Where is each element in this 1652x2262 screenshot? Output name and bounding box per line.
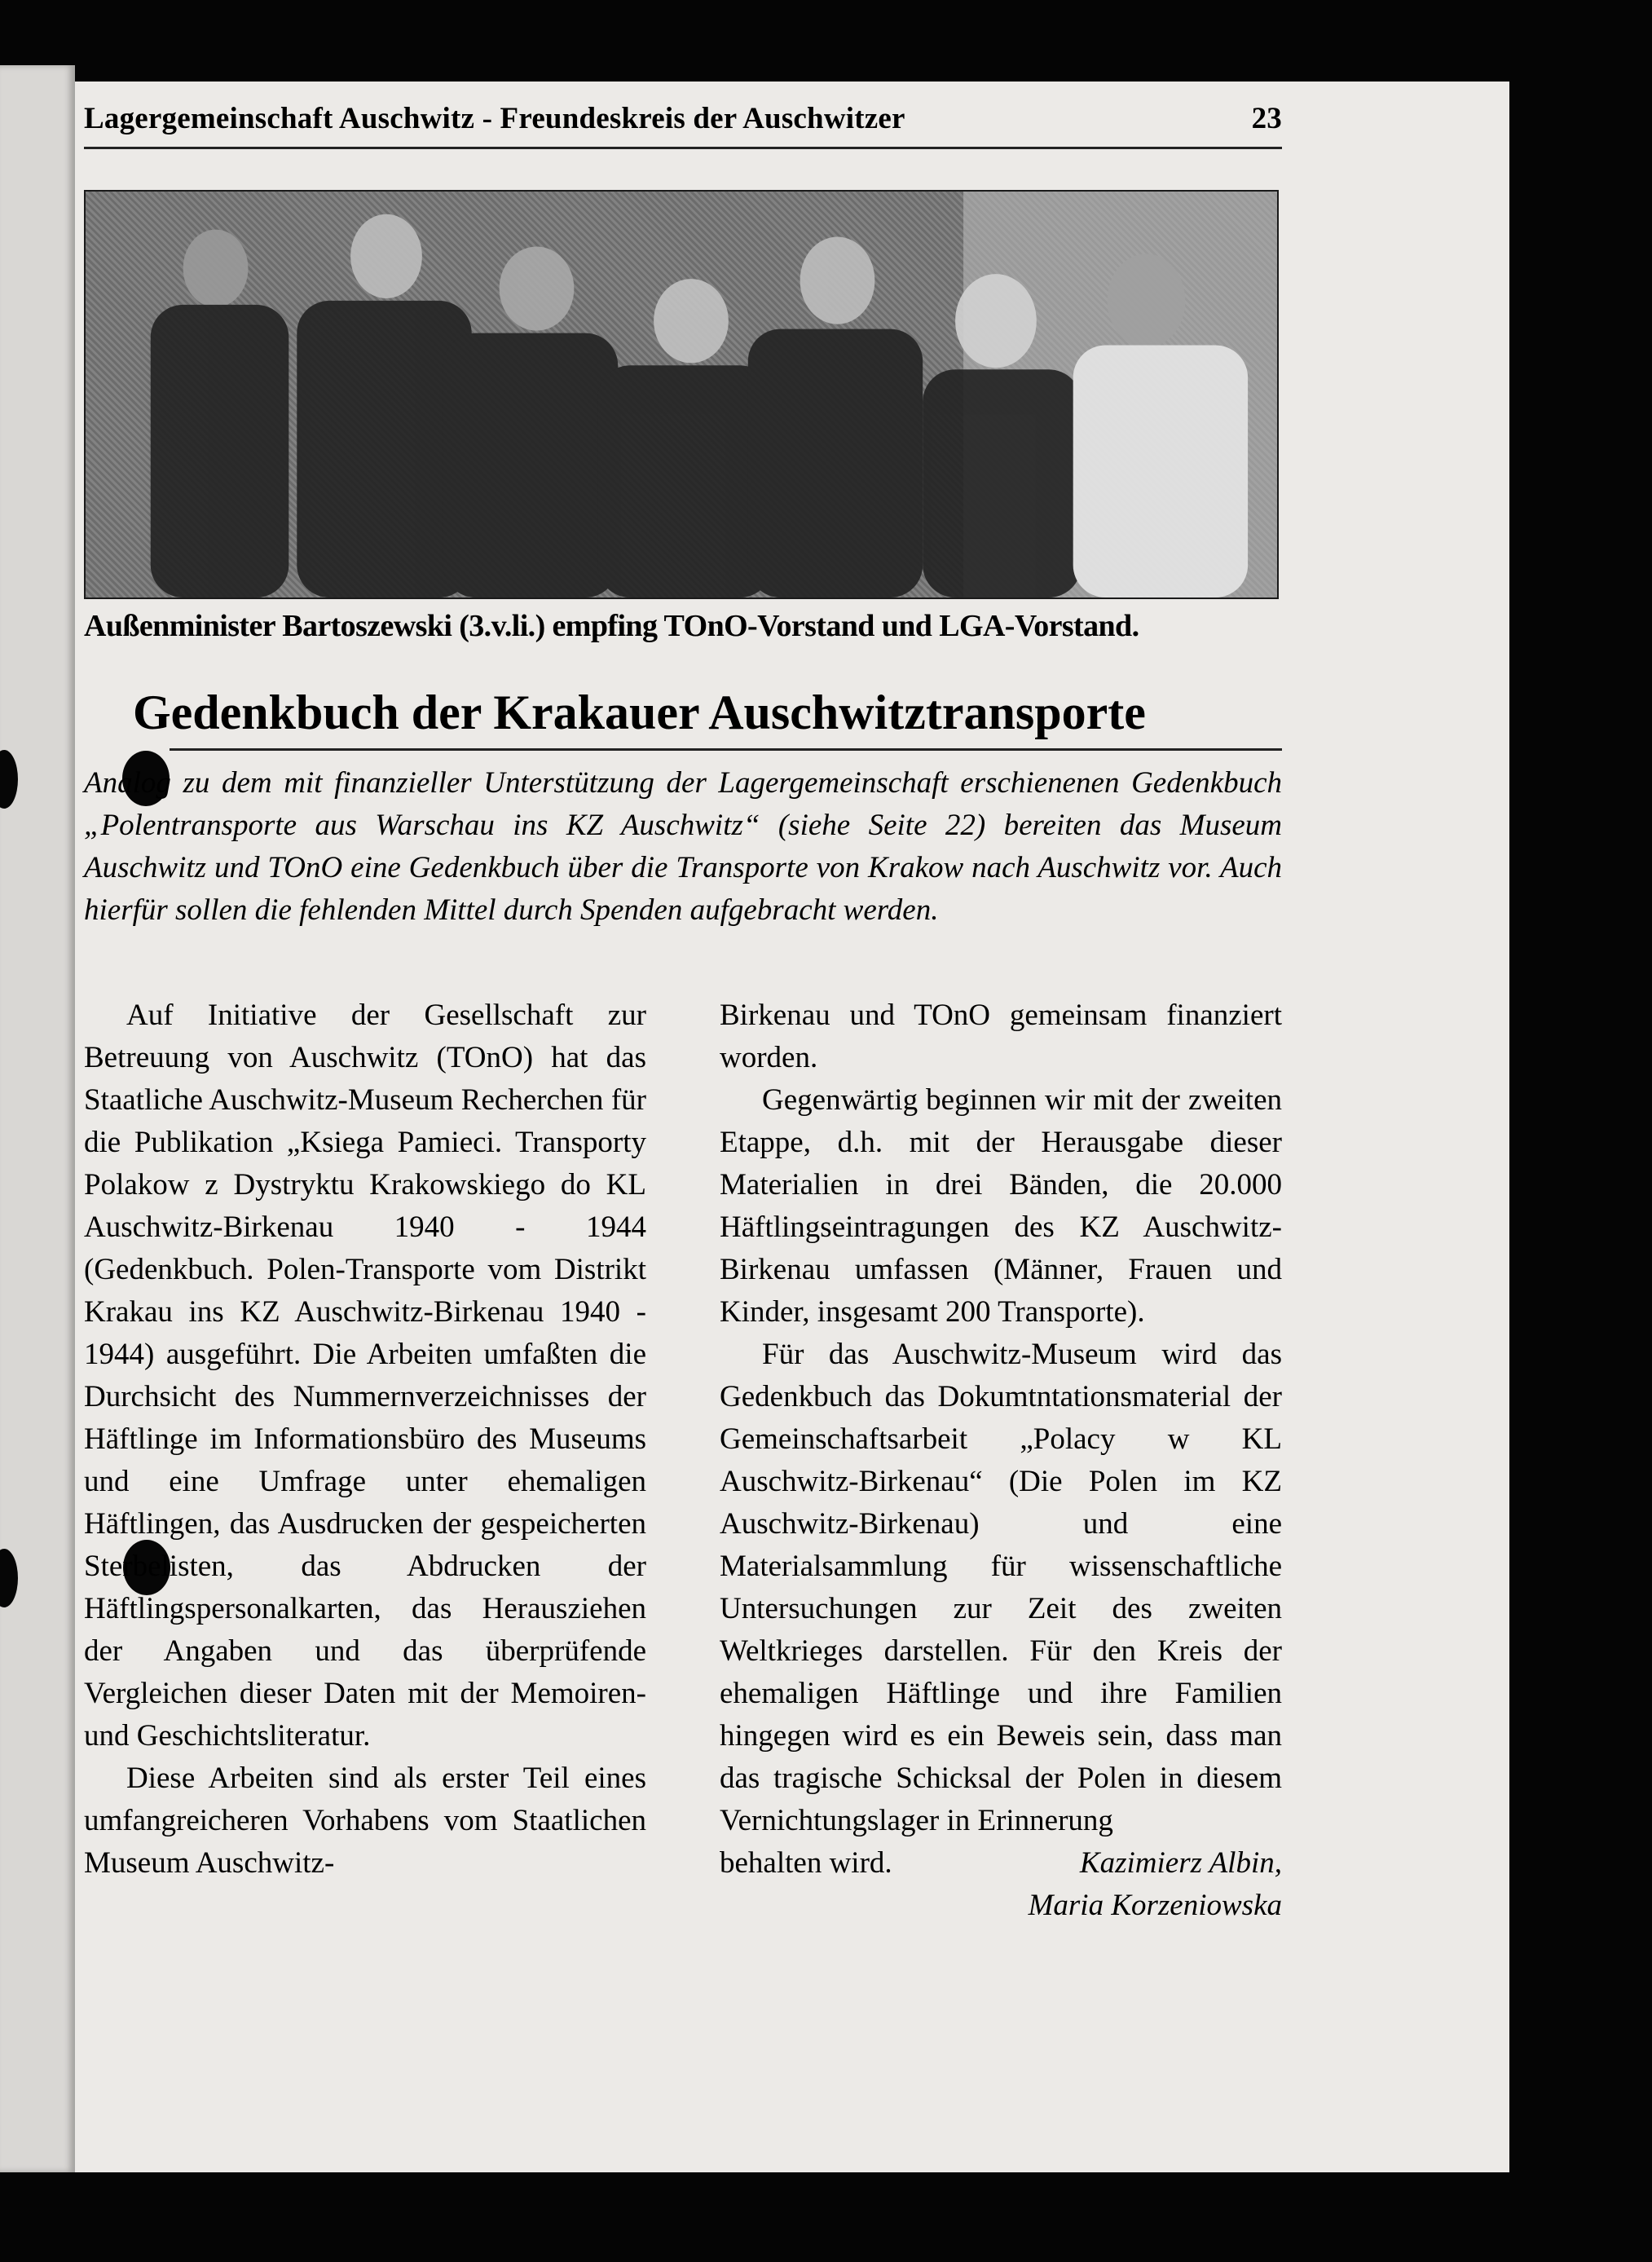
- photo-caption: Außenminister Bartoszewski (3.v.li.) empfing TOnO-Vorstand und LGA-Vorstand.: [84, 609, 1139, 643]
- article-column-left: [84, 994, 646, 1885]
- author-1: Kazimierz Albin,: [1079, 1846, 1282, 1880]
- running-header: [84, 101, 1282, 136]
- closing-text: behalten wird.: [720, 1846, 892, 1880]
- closing-line: [720, 1842, 1282, 1885]
- caption-rule: [170, 748, 1282, 751]
- author-2: Maria Korzeniowska: [1028, 1889, 1282, 1922]
- header-title: Lagergemeinschaft Auschwitz - Freundeskreis der Auschwitzer: [84, 102, 905, 135]
- paragraph: Auf Initiative der Gesellschaft zur Betreuung von Auschwitz (TOnO) hat das Staatliche Auschwitz-Museum Recherchen für die Publikation „Ksiega Pamieci. Transporty Polakow z Dystryktu Krakowskiego do KL Auschwitz-Birkenau 1940 - 1944 (Gedenkbuch. Polen-Transporte vom Distrikt Krakau ins KZ Auschwitz-Birkenau 1940 - 1944) ausgeführt. Die Arbeiten umfaßten die Durchsicht des Nummernverzeichnisses der Häftlinge im Informationsbüro des Museums und eine Umfrage unter ehemaligen Häftlingen, das Ausdrucken der gespeicherten Sterbelisten, das Abdrucken der Häftlingspersonalkarten, das Herausziehen der Angaben und das überprüfende Vergleichen dieser Daten mit der Memoiren- und Geschichtsliteratur.: [84, 999, 646, 1753]
- paragraph: Gegenwärtig beginnen wir mit der zweiten Etappe, d.h. mit der Herausgabe dieser Materialien in drei Bänden, die 20.000 Häftlingseintragungen des KZ Auschwitz-Birkenau umfassen (Männer, Frauen und Kinder, insgesamt 200 Transporte).: [720, 1083, 1282, 1329]
- page-number: 23: [1251, 102, 1282, 135]
- group-photo-image: [86, 192, 1277, 597]
- group-photo: [84, 190, 1279, 599]
- header-rule: [84, 147, 1282, 149]
- paragraph: Für das Auschwitz-Museum wird das Gedenkbuch das Dokumtntationsmaterial der Gemeinschaftsarbeit „Polacy w KL Auschwitz-Birkenau“ (Die Polen im KZ Auschwitz-Birkenau) und eine Materialsammlung für wissenschaftliche Untersuchungen zur Zeit des zweiten Weltkrieges darstellen. Für den Kreis der ehemaligen Häftlinge und ihre Familien hingegen wird es ein Beweis sein, dass man das tragische Schicksal der Polen in diesem Vernichtungslager in Erinnerung: [720, 1338, 1282, 1837]
- article-title: Gedenkbuch der Krakauer Auschwitztransporte: [133, 686, 1146, 739]
- paragraph: Birkenau und TOnO gemeinsam finanziert worden.: [720, 999, 1282, 1074]
- binder-edge: [0, 65, 75, 2172]
- article-lead: Analog zu dem mit finanzieller Unterstützung der Lagergemeinschaft erschienenen Gedenkbuch „Polentransporte aus Warschau ins KZ Auschwitz“ (siehe Seite 22) bereiten das Museum Auschwitz und TOnO eine Gedenkbuch über die Transporte von Krakow nach Auschwitz vor. Auch hierfür sollen die fehlenden Mittel durch Spenden aufgebracht werden.: [84, 766, 1282, 927]
- article-column-right: [720, 994, 1282, 1927]
- paragraph: Diese Arbeiten sind als erster Teil eines umfangreicheren Vorhabens vom Staatlichen Museum Auschwitz-: [84, 1762, 646, 1880]
